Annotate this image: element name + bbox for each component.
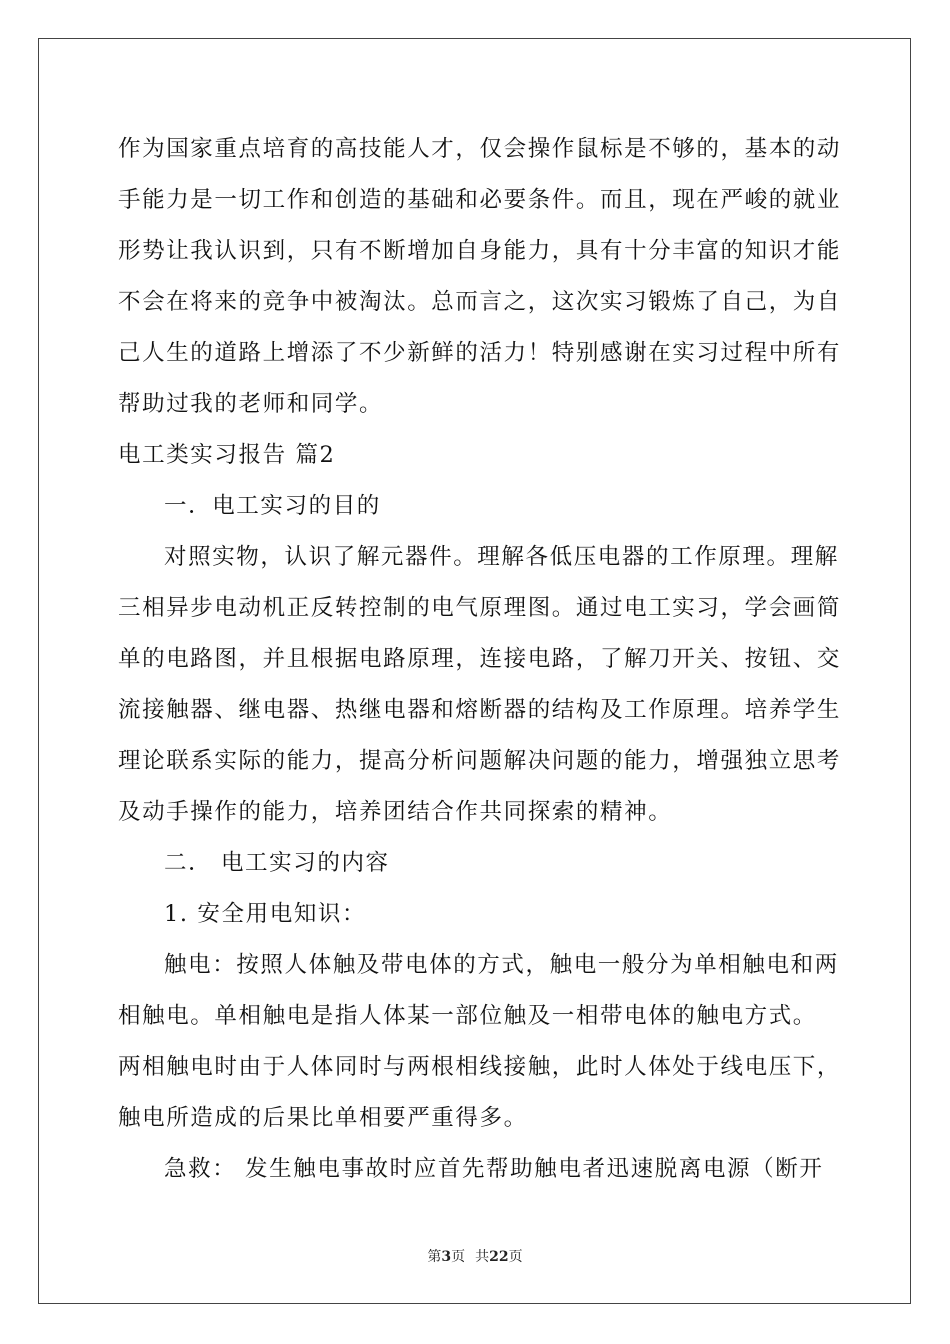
text-line: 己人生的道路上增添了不少新鲜的活力！特别感谢在实习过程中所有 — [118, 340, 842, 366]
text-line: 单的电路图，并且根据电路原理，连接电路，了解刀开关、按钮、交 — [118, 646, 842, 672]
section-heading: 电工类实习报告 篇2 — [118, 442, 336, 468]
footer-page-label: 页 — [451, 1249, 466, 1265]
subsection-heading: 二． 电工实习的内容 — [164, 850, 390, 876]
footer-total-prefix: 共 — [475, 1249, 490, 1265]
text-line: 形势让我认识到，只有不断增加自身能力，具有十分丰富的知识才能 — [118, 238, 842, 264]
subsection-heading: 一．电工实习的目的 — [164, 493, 381, 519]
footer-prefix: 第 — [427, 1249, 442, 1265]
text-line: 三相异步电动机正反转控制的电气原理图。通过电工实习，学会画简 — [118, 595, 842, 621]
current-page-number: 3 — [441, 1249, 452, 1265]
document-body — [118, 124, 842, 1195]
total-pages-number: 22 — [489, 1249, 509, 1265]
footer-total-label: 页 — [508, 1249, 523, 1265]
text-line: 作为国家重点培育的高技能人才，仅会操作鼠标是不够的，基本的动 — [118, 136, 842, 162]
text-line: 理论联系实际的能力，提高分析问题解决问题的能力，增强独立思考 — [118, 748, 842, 774]
text-line: 急救： 发生触电事故时应首先帮助触电者迅速脱离电源（断开 — [164, 1156, 824, 1182]
text-line: 两相触电时由于人体同时与两根相线接触，此时人体处于线电压下， — [118, 1054, 842, 1080]
text-line: 相触电。单相触电是指人体某一部位触及一相带电体的触电方式。 — [118, 1003, 817, 1029]
text-line: 手能力是一切工作和创造的基础和必要条件。而且，现在严峻的就业 — [118, 187, 842, 213]
text-line: 及动手操作的能力，培养团结合作共同探索的精神。 — [118, 799, 673, 825]
text-line: 对照实物，认识了解元器件。理解各低压电器的工作原理。理解 — [164, 544, 839, 570]
text-line: 流接触器、继电器、热继电器和熔断器的结构及工作原理。培养学生 — [118, 697, 842, 723]
text-line: 不会在将来的竞争中被淘汰。总而言之，这次实习锻炼了自己，为自 — [118, 289, 842, 315]
list-item-heading: 1. 安全用电知识： — [164, 901, 367, 927]
text-line: 触电所造成的后果比单相要严重得多。 — [118, 1105, 528, 1131]
text-line: 帮助过我的老师和同学。 — [118, 391, 384, 417]
text-line: 触电：按照人体触及带电体的方式，触电一般分为单相触电和两 — [164, 952, 839, 978]
page-footer — [0, 1246, 950, 1266]
